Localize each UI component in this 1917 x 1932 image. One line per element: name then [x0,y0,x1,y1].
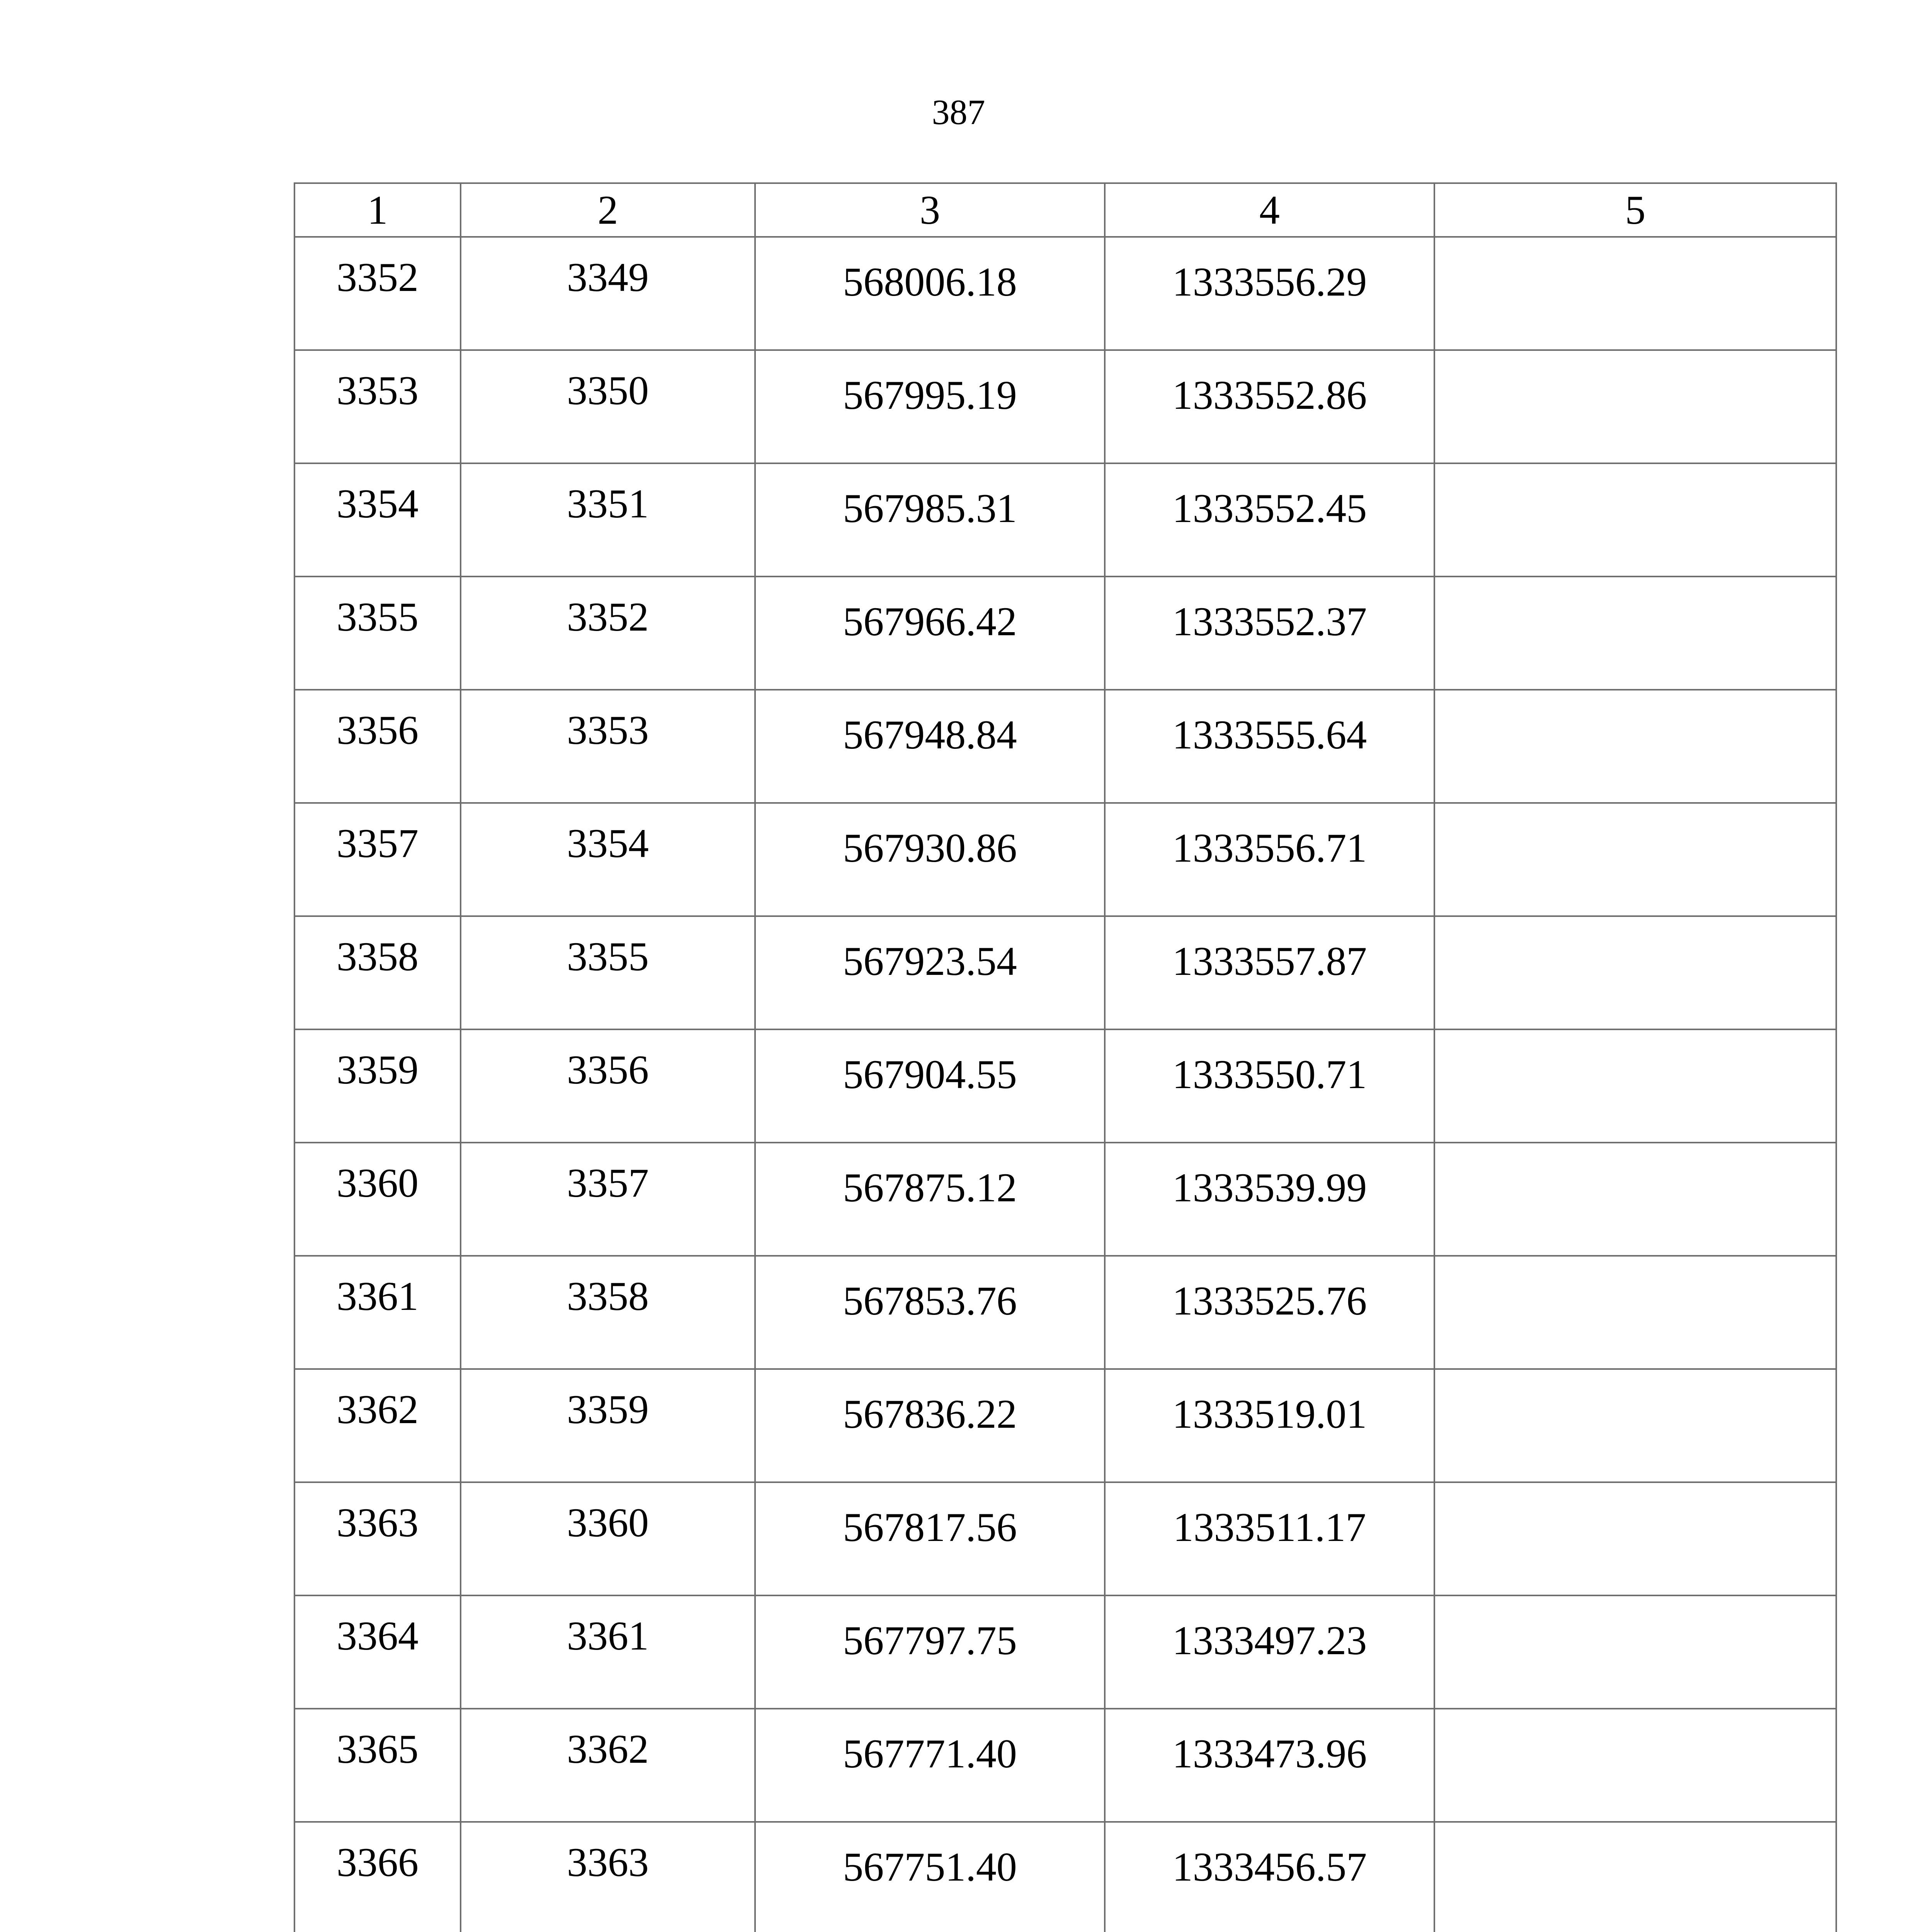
table-cell: 3353 [294,350,461,463]
table-cell: 1333456.57 [1105,1822,1434,1932]
column-header: 2 [461,183,755,237]
table-cell [1434,1369,1836,1482]
table-cell: 568006.18 [755,237,1105,350]
column-header: 1 [294,183,461,237]
table-cell: 567904.55 [755,1029,1105,1143]
table-cell: 3360 [294,1143,461,1256]
table-cell: 567836.22 [755,1369,1105,1482]
table-cell: 3354 [294,463,461,577]
table-row [294,350,1836,463]
table-cell: 567966.42 [755,577,1105,690]
table-cell: 3364 [294,1595,461,1709]
table-cell: 3354 [461,803,755,916]
table-cell: 3357 [294,803,461,916]
table-cell: 1333497.23 [1105,1595,1434,1709]
table-row [294,803,1836,916]
table-cell: 567875.12 [755,1143,1105,1256]
table-row [294,1822,1836,1932]
table-cell: 3359 [294,1029,461,1143]
table-cell [1434,1482,1836,1595]
table-cell: 3353 [461,690,755,803]
table-cell: 1333552.37 [1105,577,1434,690]
table-row [294,690,1836,803]
table-cell: 1333519.01 [1105,1369,1434,1482]
table-cell: 3350 [461,350,755,463]
table-cell: 567797.75 [755,1595,1105,1709]
table-cell: 3362 [294,1369,461,1482]
table-cell: 1333556.29 [1105,237,1434,350]
table-cell: 3361 [461,1595,755,1709]
table-cell: 3355 [294,577,461,690]
table-cell [1434,1256,1836,1369]
table-cell [1434,1143,1836,1256]
table-cell: 1333552.86 [1105,350,1434,463]
column-header: 5 [1434,183,1836,237]
table-cell [1434,1822,1836,1932]
table-cell: 3352 [294,237,461,350]
table-cell: 3361 [294,1256,461,1369]
table-cell: 3359 [461,1369,755,1482]
column-header: 3 [755,183,1105,237]
table-row [294,1143,1836,1256]
table-row [294,463,1836,577]
table-row [294,916,1836,1029]
page-number: 387 [932,92,985,132]
table-cell: 3355 [461,916,755,1029]
table-cell: 3362 [461,1709,755,1822]
table-cell: 3351 [461,463,755,577]
table-cell: 3356 [294,690,461,803]
table-row [294,1595,1836,1709]
table-cell [1434,463,1836,577]
table-cell: 3363 [461,1822,755,1932]
table-body [294,237,1836,1932]
table-row [294,577,1836,690]
table-cell [1434,237,1836,350]
table-cell: 3360 [461,1482,755,1595]
table-cell: 1333539.99 [1105,1143,1434,1256]
table-cell: 1333552.45 [1105,463,1434,577]
table-row [294,237,1836,350]
table-cell [1434,803,1836,916]
table-cell: 3366 [294,1822,461,1932]
table-cell: 1333550.71 [1105,1029,1434,1143]
table-cell: 3363 [294,1482,461,1595]
table-cell: 3349 [461,237,755,350]
table-cell [1434,1709,1836,1822]
table-cell: 1333473.96 [1105,1709,1434,1822]
table-cell: 1333556.71 [1105,803,1434,916]
table-cell: 3352 [461,577,755,690]
table-header [294,183,1836,237]
table-row [294,1369,1836,1482]
table-row [294,1709,1836,1822]
table-cell [1434,577,1836,690]
table-cell: 1333525.76 [1105,1256,1434,1369]
table-cell [1434,350,1836,463]
column-header: 4 [1105,183,1434,237]
table-row [294,1482,1836,1595]
table-cell: 3357 [461,1143,755,1256]
table-cell: 567817.56 [755,1482,1105,1595]
table-cell: 567923.54 [755,916,1105,1029]
table-cell: 567853.76 [755,1256,1105,1369]
table-cell: 3356 [461,1029,755,1143]
table-cell: 1333557.87 [1105,916,1434,1029]
table-cell: 567930.86 [755,803,1105,916]
table-cell: 567751.40 [755,1822,1105,1932]
table-cell [1434,1029,1836,1143]
table-row [294,1029,1836,1143]
table-cell: 567985.31 [755,463,1105,577]
table-cell: 3365 [294,1709,461,1822]
table-cell [1434,690,1836,803]
table-cell: 567948.84 [755,690,1105,803]
header-row [294,183,1836,237]
table-cell: 3358 [294,916,461,1029]
table-cell: 567995.19 [755,350,1105,463]
table-cell [1434,1595,1836,1709]
table-cell: 1333555.64 [1105,690,1434,803]
coordinates-table [294,182,1837,1932]
table-cell: 3358 [461,1256,755,1369]
table-row [294,1256,1836,1369]
table-cell [1434,916,1836,1029]
table-cell: 1333511.17 [1105,1482,1434,1595]
table-cell: 567771.40 [755,1709,1105,1822]
